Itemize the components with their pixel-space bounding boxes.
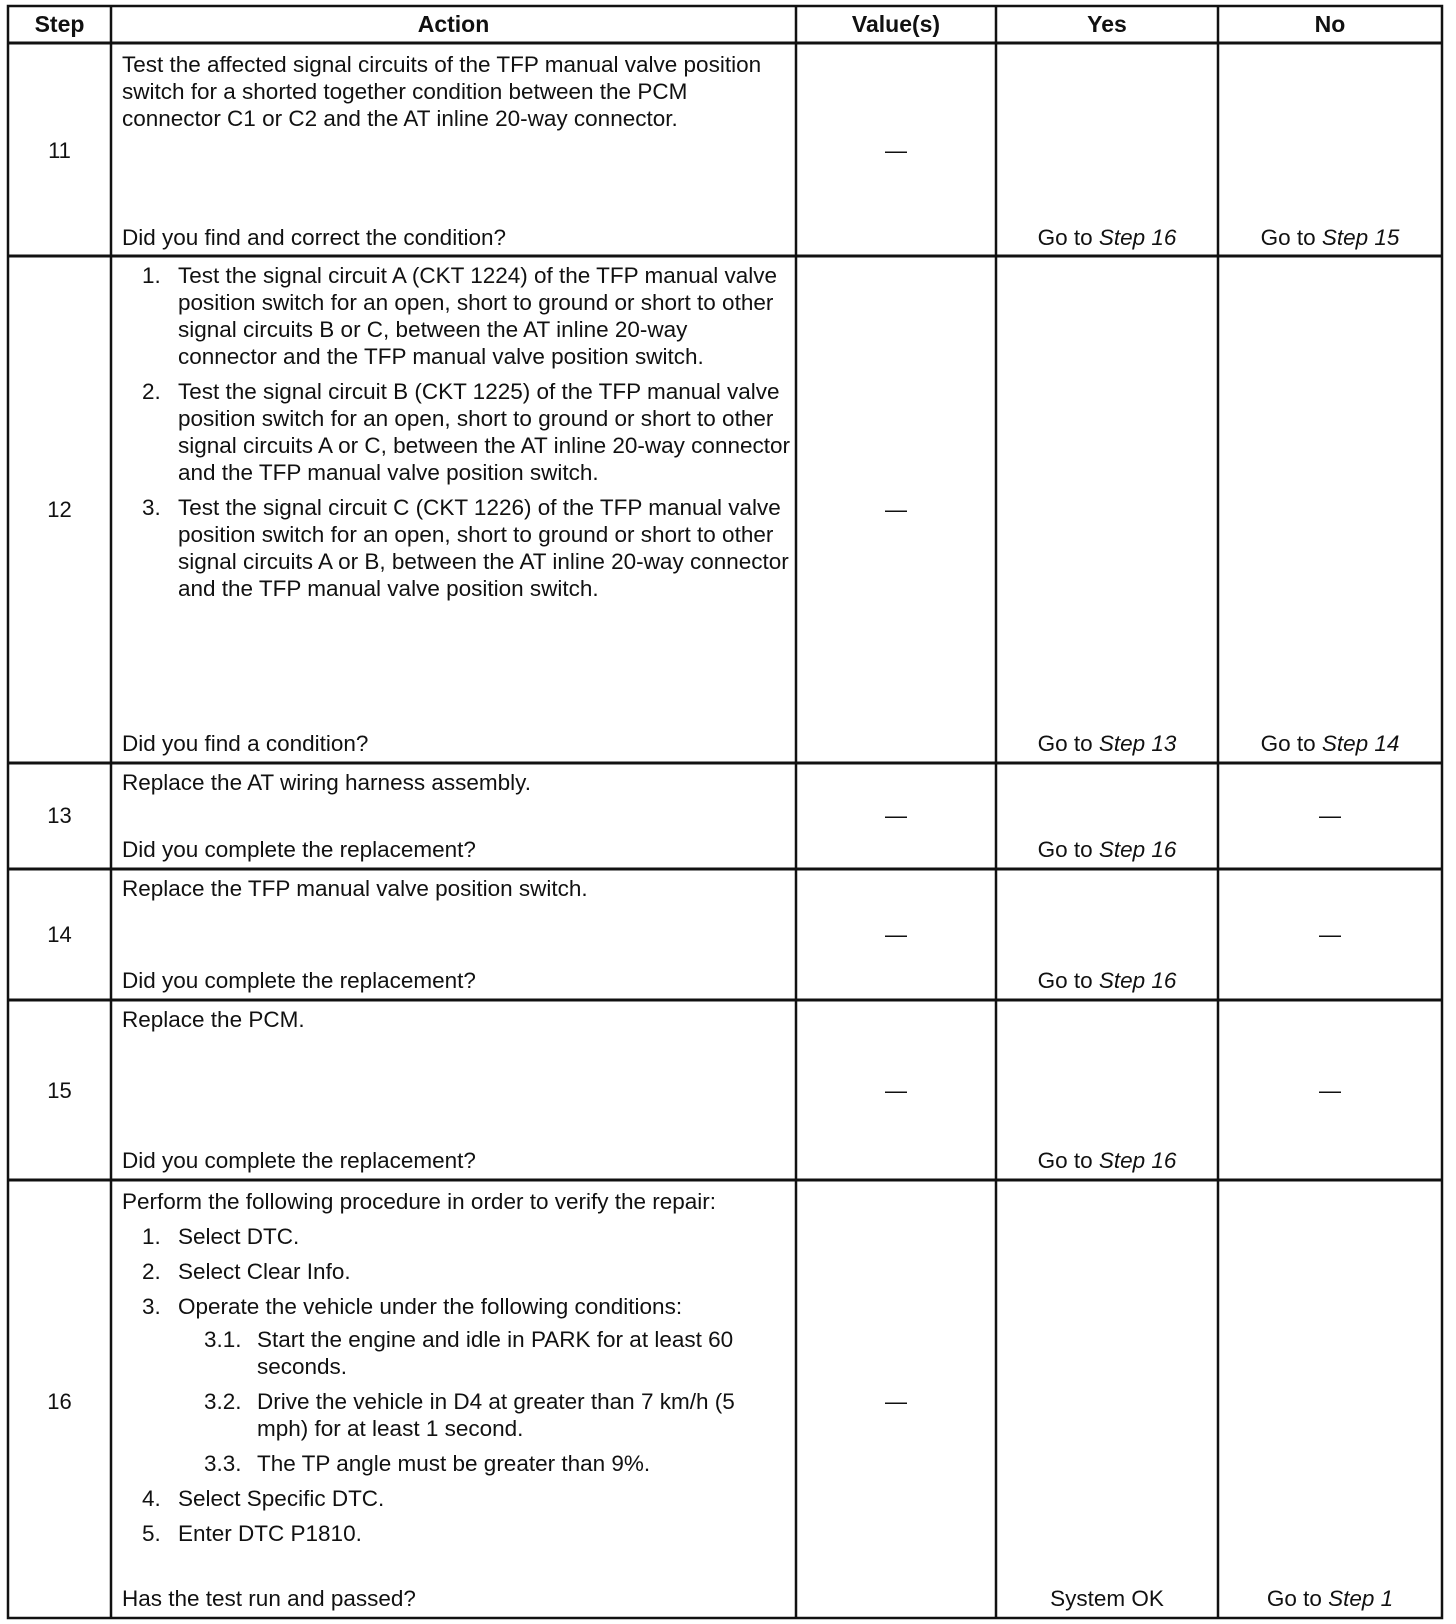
value-dash: — [885, 497, 907, 522]
yes-result: Go to Step 13 [1037, 731, 1177, 756]
value-dash: — [885, 803, 907, 828]
action-intro: Perform the following procedure in order to verify the repair: [122, 1189, 717, 1214]
step-number: 13 [47, 803, 72, 828]
action-question: Did you complete the replacement? [122, 968, 476, 993]
no-result: Go to Step 15 [1260, 225, 1400, 250]
header-step: Step [34, 11, 85, 37]
list-item: 2. Select Clear Info. [142, 1259, 351, 1284]
step-number: 14 [47, 922, 72, 947]
header-no: No [1314, 11, 1346, 37]
sub-list-item: 3.2. Drive the vehicle in D4 at greater than 7 km/h (5 mph) for at least 1 second. [204, 1389, 735, 1441]
action-text: Replace the AT wiring harness assembly. [122, 770, 531, 795]
no-dash: — [1319, 1078, 1341, 1103]
list-item: 3. Test the signal circuit C (CKT 1226) of the TFP manual valve position switch for an open, short to ground or short to other signal circuits A or B, between the AT inline 20-way connector and the TFP manual valve position switch. [142, 495, 789, 601]
step-number: 16 [47, 1389, 72, 1414]
yes-result: Go to Step 16 [1037, 837, 1177, 862]
yes-result: Go to Step 16 [1037, 1148, 1177, 1173]
list-item: 2. Test the signal circuit B (CKT 1225) of the TFP manual valve position switch for an open, short to ground or short to other signal circuits A or C, between the AT inline 20-way connector and the TFP manual valve position switch. [142, 379, 790, 485]
action-question: Did you complete the replacement? [122, 837, 476, 862]
no-result: Go to Step 1 [1266, 1586, 1394, 1611]
header-yes: Yes [1087, 11, 1127, 37]
action-question: Did you find a condition? [122, 731, 369, 756]
header-action: Action [417, 11, 490, 37]
step-number: 15 [47, 1078, 72, 1103]
action-question: Did you find and correct the condition? [122, 225, 506, 250]
header-values: Value(s) [851, 11, 941, 37]
action-text: Replace the TFP manual valve position switch. [122, 876, 588, 901]
action-text: Test the affected signal circuits of the TFP manual valve position switch for a shorted together condition between the PCM connector C1 or C2 and the AT inline 20-way connector. [122, 52, 762, 131]
value-dash: — [885, 138, 907, 163]
action-list [122, 262, 792, 610]
yes-result: Go to Step 16 [1037, 225, 1177, 250]
list-item: 5. Enter DTC P1810. [142, 1521, 362, 1546]
action-text: Replace the PCM. [122, 1007, 305, 1032]
action-question: Did you complete the replacement? [122, 1148, 476, 1173]
value-dash: — [885, 1078, 907, 1103]
sub-list-item: 3.1. Start the engine and idle in PARK for at least 60 seconds. [204, 1327, 734, 1379]
list-item: 1. Test the signal circuit A (CKT 1224) of the TFP manual valve position switch for an open, short to ground or short to other signal circuits B or C, between the AT inline 20-way connector and the TFP manual valve position switch. [142, 263, 778, 369]
action-list [122, 1188, 792, 1555]
action-question: Has the test run and passed? [122, 1586, 416, 1611]
value-dash: — [885, 922, 907, 947]
no-dash: — [1319, 922, 1341, 947]
list-item: 1. Select DTC. [142, 1224, 300, 1249]
step-number: 11 [48, 138, 71, 163]
sub-list-item: 3.3. The TP angle must be greater than 9%. [204, 1451, 651, 1476]
step-number: 12 [47, 497, 72, 522]
list-item: 3. Operate the vehicle under the following conditions: 3.1. Start the engine and idle in PARK for at least 60 seconds. 3.2. Drive the vehicle in D4 at greater than 7 km/h (5 mph) for at least 1 second. 3.3. The TP angle must be greater than 9%. [122, 1293, 792, 1477]
list-item: 4. Select Specific DTC. [142, 1486, 385, 1511]
no-dash: — [1319, 803, 1341, 828]
yes-result: System OK [1050, 1586, 1164, 1611]
yes-result: Go to Step 16 [1037, 968, 1177, 993]
no-result: Go to Step 14 [1260, 731, 1400, 756]
value-dash: — [885, 1389, 907, 1414]
